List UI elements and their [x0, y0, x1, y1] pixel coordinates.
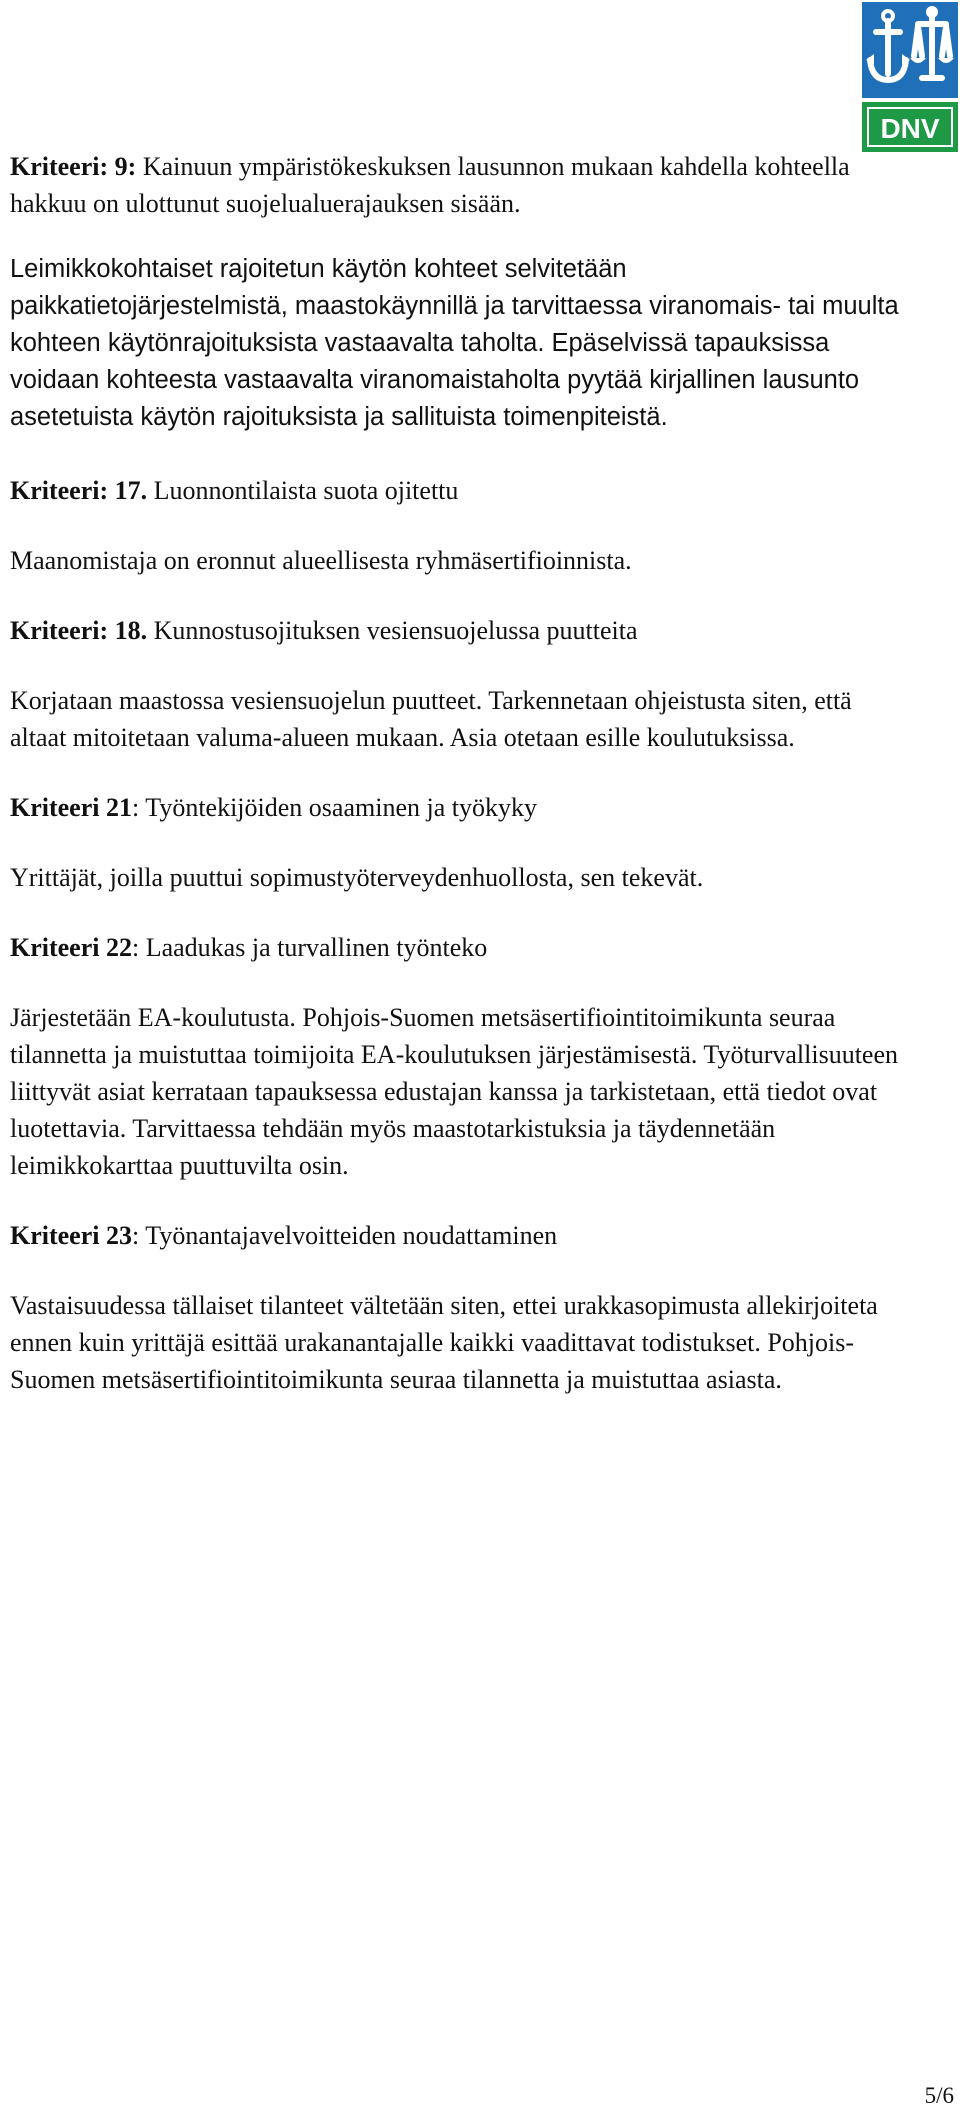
criterion-title: Kunnostusojituksen vesiensuojelussa puutteita — [147, 616, 638, 645]
criterion-label: Kriteeri: 17. — [10, 476, 148, 505]
criterion-21-body: Yrittäjät, joilla puuttui sopimustyöterveydenhuollosta, sen tekevät. — [10, 863, 704, 892]
criterion-title: : Työntekijöiden osaaminen ja työkyky — [132, 793, 537, 822]
document-body — [10, 148, 910, 1398]
criterion-17-heading — [10, 472, 910, 509]
svg-text:DNV: DNV — [880, 113, 940, 144]
criterion-title: : Laadukas ja turvallinen työnteko — [132, 933, 488, 962]
criterion-23-body: Vastaisuudessa tällaiset tilanteet vältetään siten, ettei urakkasopimusta allekirjoiteta ennen kuin yrittäjä esittää urakanantajalle kaikki vaadittavat todistukset. Pohjois-Suomen metsäsertifiointitoimikunta seuraa tilannetta ja muistuttaa asiasta. — [10, 1291, 878, 1394]
criterion-17-body: Maanomistaja on eronnut alueellisesta ryhmäsertifioinnista. — [10, 546, 632, 575]
criterion-21-heading — [10, 789, 910, 826]
dnv-logo-icon — [862, 2, 958, 152]
criterion-label: Kriteeri: 18. — [10, 616, 148, 645]
criterion-title: : Työnantajavelvoitteiden noudattaminen — [132, 1221, 558, 1250]
criterion-18-heading — [10, 612, 910, 649]
criterion-22-heading — [10, 929, 910, 966]
criterion-label: Kriteeri 22 — [10, 933, 132, 962]
criterion-23-heading — [10, 1217, 910, 1254]
criterion-9-body: Leimikkokohtaiset rajoitetun käytön kohteet selvitetään paikkatietojärjestelmistä, maastokäynnillä ja tarvittaessa viranomais- tai muulta kohteen käytönrajoituksista vastaavalta taholta. Epäselvissä tapauksissa voidaan kohteesta vastaavalta viranomaistaholta pyytää kirjallinen lausunto asetetuista käytön rajoituksista ja sallituista toimenpiteistä. — [10, 255, 899, 431]
criterion-9-heading — [10, 148, 910, 222]
criterion-label: Kriteeri 21 — [10, 793, 132, 822]
criterion-title: Kainuun ympäristökeskuksen lausunnon mukaan kahdella kohteella hakkuu on ulottunut suojelualuerajauksen sisään. — [10, 152, 850, 218]
criterion-label: Kriteeri 23 — [10, 1221, 132, 1250]
criterion-22-body: Järjestetään EA-koulutusta. Pohjois-Suomen metsäsertifiointitoimikunta seuraa tilannetta ja muistuttaa toimijoita EA-koulutuksen järjestämisestä. Työturvallisuuteen liittyvät asiat kerrataan tapauksessa edustajan kanssa ja tarkistetaan, että tiedot ovat luotettavia. Tarvittaessa tehdään myös maastotarkistuksia ja täydennetään leimikkokarttaa puuttuvilta osin. — [10, 1003, 899, 1180]
criterion-18-body: Korjataan maastossa vesiensuojelun puutteet. Tarkennetaan ohjeistusta siten, että altaat mitoitetaan valuma-alueen mukaan. Asia otetaan esille koulutuksissa. — [10, 686, 852, 752]
page-number: 5/6 — [924, 2083, 954, 2108]
criterion-title: Luonnontilaista suota ojitettu — [147, 476, 459, 505]
criterion-label: Kriteeri: 9: — [10, 152, 137, 181]
